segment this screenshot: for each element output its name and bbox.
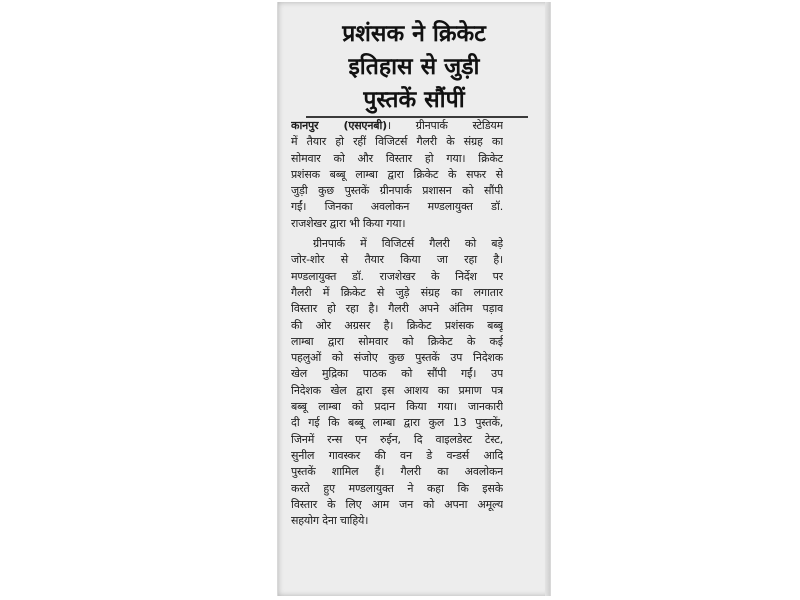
article-line: जुड़ी कुछ पुस्तकें ग्रीनपार्क प्रशासन को सौंपी	[291, 184, 503, 198]
article-line	[291, 118, 503, 134]
article-line: विस्तार हो रहा है। गैलरी अपने अंतिम पड़ाव	[291, 302, 503, 316]
article-line: खेल मुद्रिका पाठक को सौंपी गईं। उप	[291, 367, 503, 381]
article-line: करते हुए मण्डलायुक्त ने कहा कि इसके	[291, 481, 503, 495]
paragraph-1	[291, 118, 503, 232]
article-line-text: । ग्रीनपार्क स्टेडियम	[386, 119, 503, 132]
newspaper-clipping	[277, 2, 551, 596]
article-line: मण्डलायुक्त डॉ. राजशेखर के निर्देश पर	[291, 269, 503, 283]
article-line: में तैयार हो रहीं विजिटर्स गैलरी के संग्रह का	[291, 135, 503, 149]
article-line: दी गई कि बब्बू लाम्बा द्वारा कुल 13 पुस्तकें,	[291, 416, 503, 430]
dateline: कानपुर (एसएनबी)	[291, 119, 387, 132]
headline-line-1: प्रशंसक ने क्रिकेट	[342, 21, 486, 47]
article-line: ग्रीनपार्क में विजिटर्स गैलरी को बड़े	[313, 237, 503, 251]
article-line: सुनील गावस्कर की वन डे वन्डर्स आदि	[291, 448, 503, 462]
article-line: लाम्बा द्वारा सोमवार को क्रिकेट के कई	[291, 334, 503, 348]
article-line: राजशेखर द्वारा भी किया गया।	[291, 216, 406, 230]
article-line: बब्बू लाम्बा को प्रदान किया गया। जानकारी	[291, 400, 503, 414]
paragraph-2	[291, 236, 503, 529]
article-line: विस्तार के लिए आम जन को अपना अमूल्य	[291, 497, 503, 511]
article-line: सहयोग देना चाहिये।	[291, 514, 369, 528]
article-line: पहलुओं को संजोए कुछ पुस्तकें उप निदेशक	[291, 351, 503, 365]
headline-line-2: इतिहास से जुड़ी	[348, 54, 480, 80]
article-line: जोर-शोर से तैयार किया जा रहा है।	[291, 253, 503, 267]
article-line: की ओर अग्रसर है। क्रिकेट प्रशंसक बब्बू	[291, 318, 503, 332]
clipping-edge	[545, 2, 550, 596]
article-body	[291, 118, 503, 529]
headline	[278, 18, 550, 117]
article-line: सोमवार को और विस्तार हो गया। क्रिकेट	[291, 151, 503, 165]
article-line: गईं। जिनका अवलोकन मण्डलायुक्त डॉ.	[291, 200, 503, 214]
article-line: जिनमें रन्स एन रुईन, दि वाइलडेस्ट टेस्ट,	[291, 432, 503, 446]
article-line: गैलरी में क्रिकेट से जुड़े संग्रह का लगातार	[291, 285, 503, 299]
headline-line-3: पुस्तकें सौंपीं	[363, 87, 465, 113]
article-line: पुस्तकें शामिल हैं। गैलरी का अवलोकन	[291, 465, 503, 479]
article-line: प्रशंसक बब्बू लाम्बा द्वारा क्रिकेट के सफर से	[291, 167, 503, 181]
article-line: निदेशक खेल द्वारा इस आशय का प्रमाण पत्र	[291, 383, 503, 397]
